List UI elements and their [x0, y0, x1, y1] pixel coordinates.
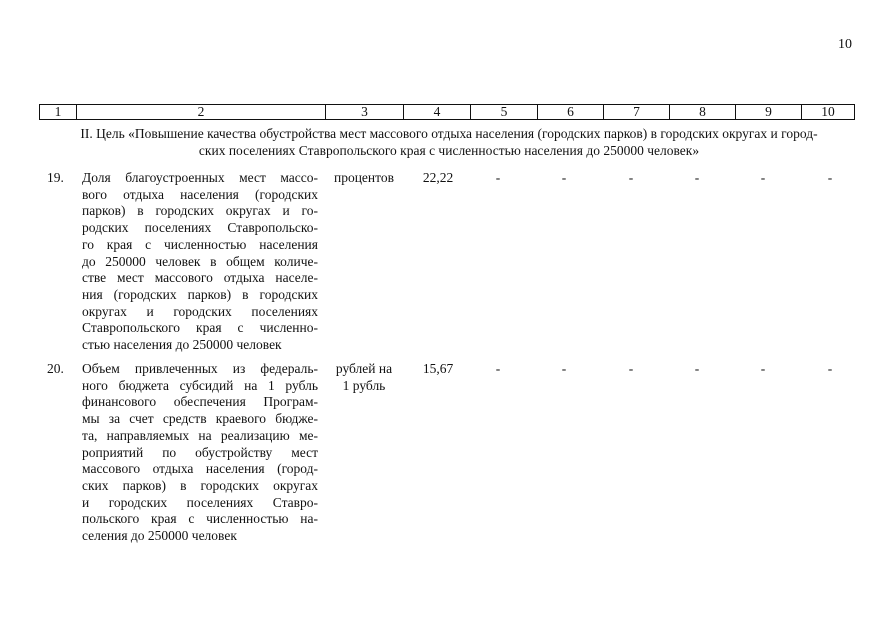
- year-value-8: -: [694, 170, 700, 185]
- unit-line: рублей на: [335, 361, 393, 376]
- column-header-3: 3: [326, 105, 404, 120]
- year-value-10: -: [827, 170, 833, 185]
- description-line: округах и городских поселениях: [82, 303, 318, 319]
- description-line: вого отдыха населения (городских: [82, 186, 318, 202]
- column-header-7: 7: [604, 105, 670, 120]
- section-title: [44, 125, 854, 159]
- description-line: родских поселениях Ставропольско-: [82, 220, 318, 236]
- column-header-9: 9: [736, 105, 802, 120]
- unit-line: процентов: [333, 170, 394, 185]
- column-header-1: 1: [40, 105, 77, 120]
- description-line: Объем привлеченных из федераль-: [82, 361, 318, 376]
- description-line: и городских поселениях Ставро-: [82, 494, 318, 510]
- year-value-9: -: [760, 170, 766, 185]
- description-line: ских парков) в городских округах: [82, 477, 318, 493]
- column-header-10: 10: [802, 105, 855, 120]
- description-line: та, направляемых на реализацию ме-: [82, 427, 318, 443]
- column-header-2: 2: [77, 105, 326, 120]
- page-number: 10: [838, 37, 852, 52]
- description-line: Ставропольского края с численно-: [82, 320, 318, 336]
- description-line: ния (городских парков) в городских: [82, 286, 318, 302]
- year-value-7: -: [628, 170, 634, 185]
- unit-of-measure: [326, 361, 402, 394]
- year-value-6: -: [561, 361, 567, 376]
- column-header-6: 6: [538, 105, 604, 120]
- description-line: парков) в городских округах и го-: [82, 203, 318, 219]
- description-line: стью населения до 250000 человек: [82, 337, 282, 353]
- description-line: ного бюджета субсидий на 1 рубль: [82, 377, 318, 393]
- description-line: роприятий по обустройству мест: [82, 444, 318, 460]
- base-value: 15,67: [422, 361, 454, 376]
- year-value-9: -: [760, 361, 766, 376]
- description-line: финансового обеспечения Програм-: [82, 394, 318, 410]
- indicator-description: [82, 170, 318, 354]
- description-line: Доля благоустроенных мест массо-: [82, 170, 318, 185]
- section-title-line-2: ских поселениях Ставропольского края с численностью населения до 250000 человек»: [198, 143, 700, 158]
- row-number: 20.: [47, 361, 64, 376]
- unit-line: 1 рубль: [342, 377, 386, 393]
- year-value-5: -: [495, 361, 501, 376]
- year-value-7: -: [628, 361, 634, 376]
- description-line: го края с численностью населения: [82, 236, 318, 252]
- description-line: массового отдыха населения (город-: [82, 461, 318, 477]
- description-line: стве мест массового отдыха населе-: [82, 270, 318, 286]
- unit-of-measure: [326, 170, 402, 187]
- year-value-5: -: [495, 170, 501, 185]
- section-title-line-1: II. Цель «Повышение качества обустройства мест массового отдыха населения (городских парков) в городских округах и город-: [80, 126, 818, 141]
- column-header-5: 5: [471, 105, 538, 120]
- base-value: 22,22: [422, 170, 454, 185]
- year-value-8: -: [694, 361, 700, 376]
- column-header-4: 4: [404, 105, 471, 120]
- description-line: до 250000 человек в общем количе-: [82, 253, 318, 269]
- description-line: мы за счет средств краевого бюдже-: [82, 411, 318, 427]
- column-number-header: [39, 104, 855, 120]
- indicator-description: [82, 361, 318, 545]
- year-value-6: -: [561, 170, 567, 185]
- row-number: 19.: [47, 170, 64, 185]
- description-line: польского края с численностью на-: [82, 511, 318, 527]
- description-line: селения до 250000 человек: [82, 528, 237, 544]
- year-value-10: -: [827, 361, 833, 376]
- column-header-8: 8: [670, 105, 736, 120]
